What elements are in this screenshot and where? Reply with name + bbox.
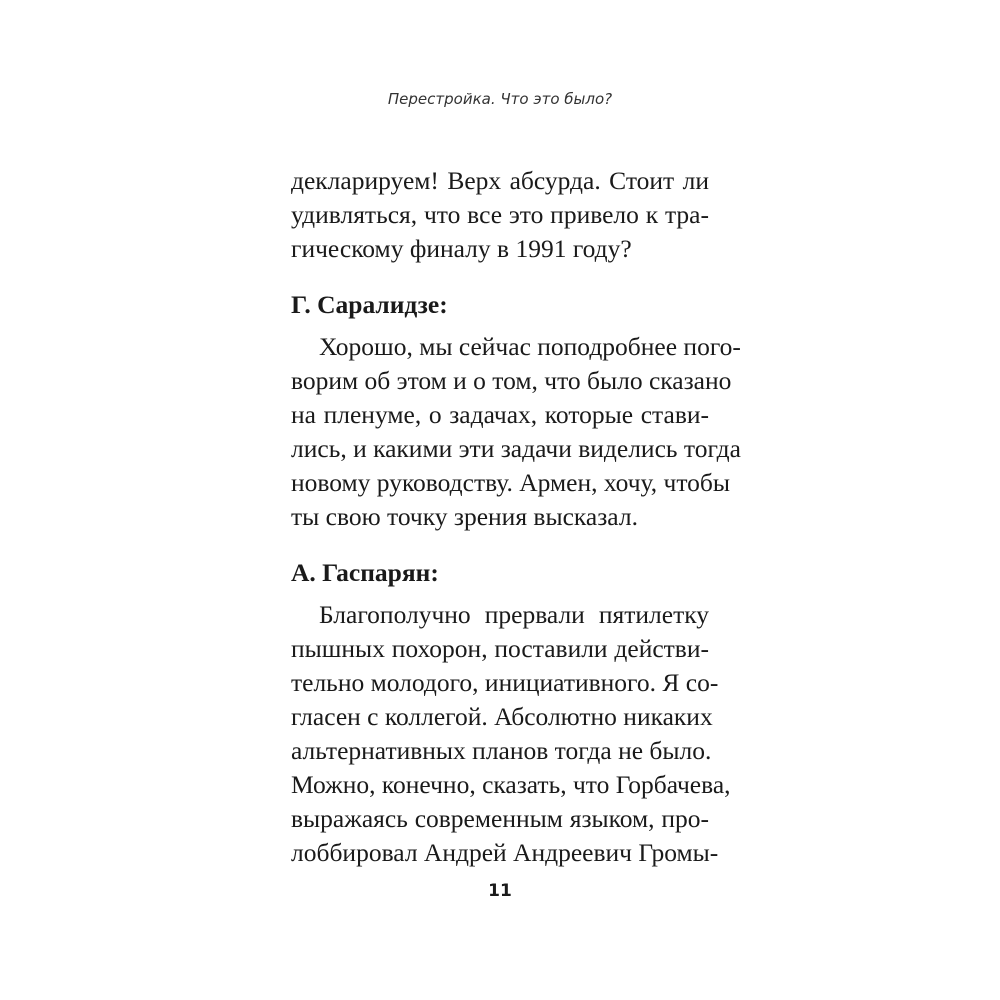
- page-number: 11: [488, 881, 512, 901]
- text-line: новому руководству. Армен, хочу, чтобы: [291, 468, 730, 497]
- speaker-heading-gasparyan: А. Гаспарян:: [291, 558, 439, 587]
- paragraph-2: [291, 330, 741, 534]
- page-body: [291, 164, 741, 870]
- text-line: выражаясь современным языком, про-: [291, 804, 709, 833]
- text-line: альтернативных планов тогда не было.: [291, 736, 712, 765]
- text-line: на пленуме, о задачах, которые стави-: [291, 400, 709, 429]
- text-line: ты свою точку зрения высказал.: [291, 502, 638, 531]
- paragraph-3: [291, 598, 731, 870]
- text-line: декларируем! Верх абсурда. Стоит ли: [291, 166, 709, 195]
- text-line: лоббировал Андрей Андреевич Громы-: [291, 838, 719, 867]
- text-line: пышных похорон, поставили действи-: [291, 634, 709, 663]
- text-line: Благополучно прервали пятилетку: [319, 600, 709, 629]
- text-line: ворим об этом и о том, что было сказано: [291, 366, 732, 395]
- paragraph-1: [291, 164, 709, 266]
- text-line: Можно, конечно, сказать, что Горбачева,: [291, 770, 731, 799]
- running-header: Перестройка. Что это было?: [387, 90, 613, 108]
- text-line: Хорошо, мы сейчас поподробнее пого-: [319, 332, 741, 361]
- text-line: лись, и какими эти задачи виделись тогда: [291, 434, 741, 463]
- text-line: гласен с коллегой. Абсолютно никаких: [291, 702, 713, 731]
- speaker-heading-saralidze: Г. Саралидзе:: [291, 290, 448, 319]
- text-line: тельно молодого, инициативного. Я со-: [291, 668, 719, 697]
- text-line: гическому финалу в 1991 году?: [291, 234, 632, 263]
- text-line: удивляться, что все это привело к тра-: [291, 200, 709, 229]
